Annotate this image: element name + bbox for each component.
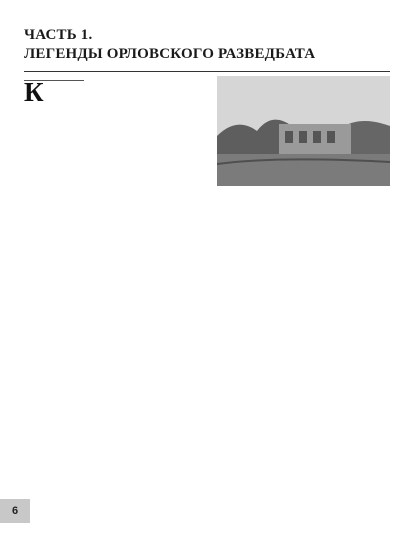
- page-number: 6: [11, 505, 19, 517]
- left-text-column: [24, 77, 205, 512]
- drop-cap-letter: К: [24, 77, 44, 107]
- archive-photo: [217, 76, 390, 186]
- fortress-ruins-illustration: [217, 76, 390, 186]
- right-text-column: [217, 76, 390, 512]
- chapter-number: ЧАСТЬ 1.: [24, 27, 93, 43]
- chapter-heading: [24, 26, 394, 64]
- page-number-tab: [0, 499, 30, 523]
- chapter-title: ЛЕГЕНДЫ ОРЛОВСКОГО РАЗВЕДБАТА: [24, 46, 316, 62]
- heading-divider: [24, 71, 390, 72]
